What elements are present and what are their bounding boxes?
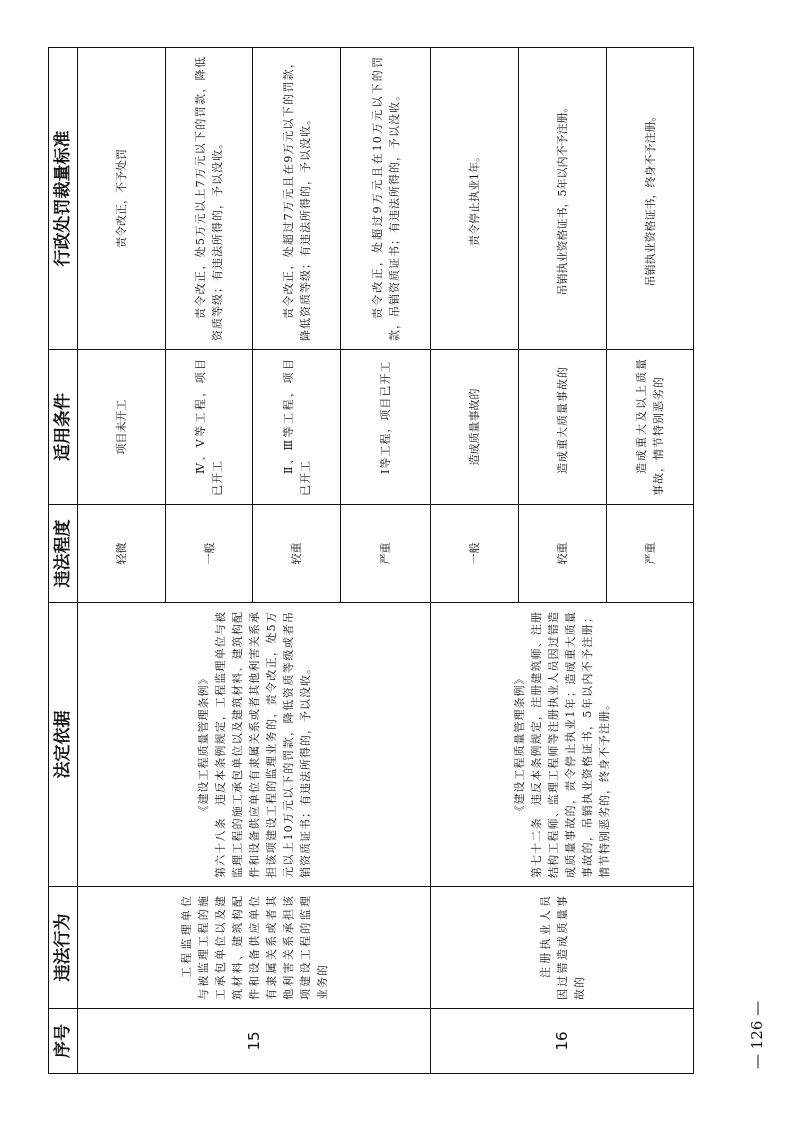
condition: Ⅰ等工程，项目已开工 (341, 350, 431, 505)
page-number: — 126 — (748, 1000, 766, 1070)
penalty-discretion-table (48, 47, 694, 1074)
row-act: 工程监理单位与被监理工程的施工承包单位以及建筑材料、建筑构配件和设备供应单位有隶属关系或者其他利害关系承担该项建设工程的监理业务的 (78, 887, 431, 1009)
row-seq: 16 (431, 1009, 694, 1074)
degree: 较重 (519, 505, 607, 603)
degree: 一般 (431, 505, 519, 603)
table-row (431, 48, 519, 1074)
basis-title: 《建设工程质量管理条例》 (513, 672, 526, 817)
degree: 轻微 (78, 505, 166, 603)
rotated-page (48, 48, 693, 1074)
standard: 吊销执业资格证书，5年以内不予注册。 (519, 48, 607, 350)
header-row (49, 48, 78, 1074)
header-act: 违法行为 (49, 887, 78, 1009)
header-seq: 序号 (49, 1009, 78, 1074)
condition: 项目未开工 (78, 350, 166, 505)
standard: 责令改正，不予处罚 (78, 48, 166, 350)
condition: 造成重大质量事故的 (519, 350, 607, 505)
standard: 责令停止执业1年。 (431, 48, 519, 350)
condition: Ⅱ、Ⅲ等工程，项目已开工 (253, 350, 341, 505)
degree: 严重 (341, 505, 431, 603)
basis-title: 《建设工程质量管理条例》 (196, 672, 210, 817)
standard: 责令改正，处超过9万元且在10万元以下的罚款，吊销资质证书；有违法所得的，予以没收。 (341, 48, 431, 350)
standard: 吊销执业资格证书，终身不予注册。 (607, 48, 694, 350)
row-basis (78, 603, 431, 887)
condition: Ⅳ、Ⅴ等工程，项目已开工 (166, 350, 253, 505)
header-standard: 行政处罚裁量标准 (49, 48, 78, 350)
header-condition: 适用条件 (49, 350, 78, 505)
table-row (78, 48, 166, 1074)
standard: 责令改正，处5万元以上7万元以下的罚款，降低资质等级；有违法所得的，予以没收。 (166, 48, 253, 350)
condition: 造成质量事故的 (431, 350, 519, 505)
basis-body: 第七十二条 违反本条例规定，注册建筑师、注册结构工程师、监理工程师等注册执业人员因过错造成质量事故的，责令停止执业1年；造成重大质量事故的，吊销执业资格证书，5年以内不予注册；情节特别恶劣的，终身不予注册。 (530, 611, 611, 878)
degree: 一般 (166, 505, 253, 603)
header-basis: 法定依据 (49, 603, 78, 887)
row-seq: 15 (78, 1009, 431, 1074)
condition: 造成重大及以上质量事故，情节特别恶劣的 (607, 350, 694, 505)
header-degree: 违法程度 (49, 505, 78, 603)
degree: 严重 (607, 505, 694, 603)
degree: 较重 (253, 505, 341, 603)
standard: 责令改正，处超过7万元且在9万元以下的罚款，降低资质等级；有违法所得的，予以没收。 (253, 48, 341, 350)
row-basis (431, 603, 694, 887)
row-act: 注册执业人员因过错造成质量事故的 (431, 887, 694, 1009)
basis-body: 第六十八条 违反本条例规定，工程监理单位与被监理工程的施工承包单位以及建筑材料、建筑构配件和设备供应单位有隶属关系或者其他利害关系承担该项建设工程的监理业务的，责令改正，处5万元以上10万元以下的罚款，降低资质等级或者吊销资质证书；有违法所得的，予以没收。 (213, 611, 312, 878)
